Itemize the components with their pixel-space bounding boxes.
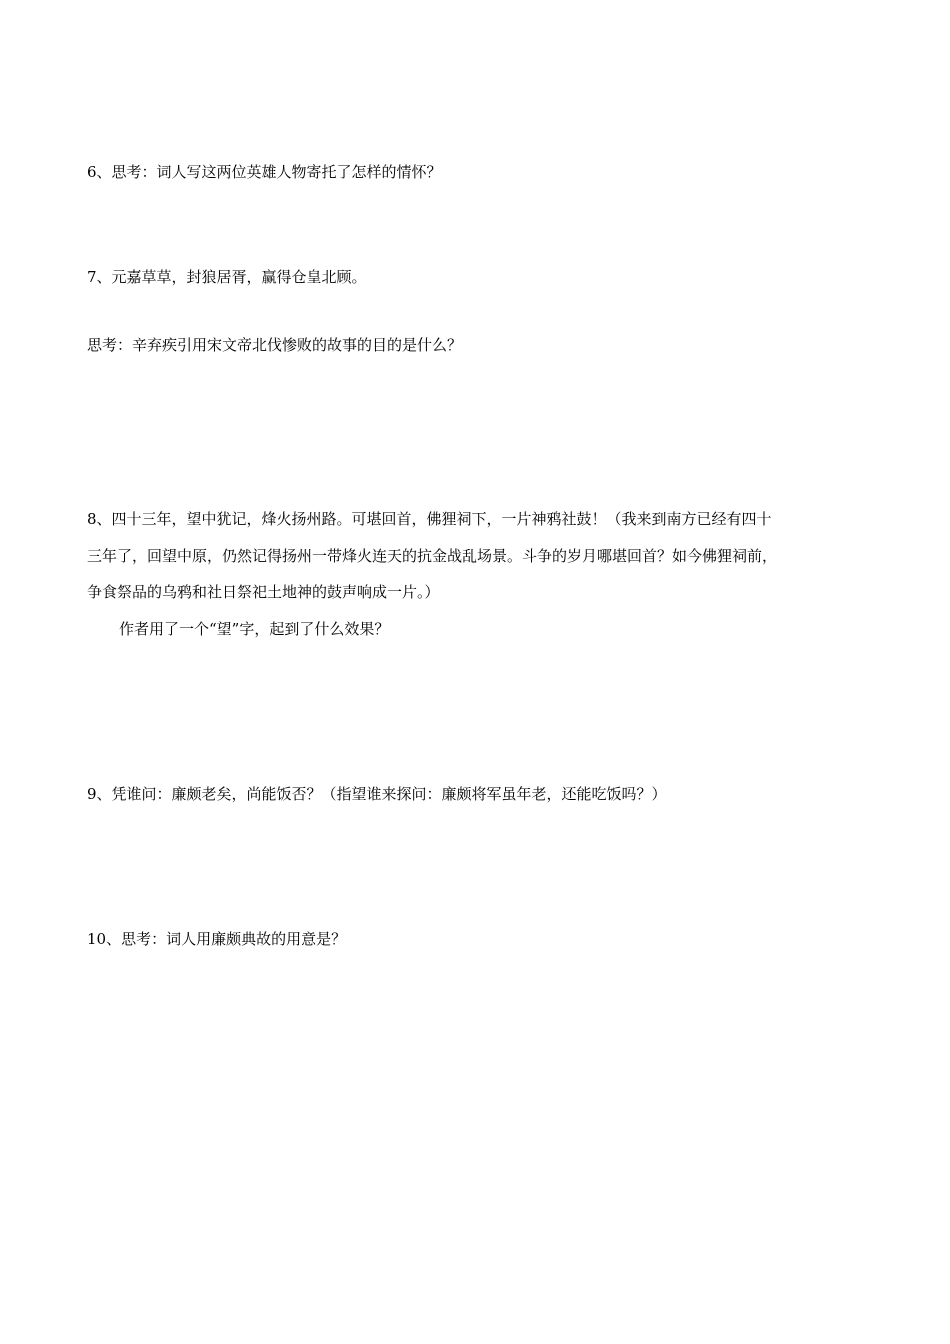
question-9: 9、凭谁问：廉颇老矣，尚能饭否？（指望谁来探问：廉颇将军虽年老，还能吃饭吗？） <box>87 785 667 803</box>
question-8-think: 作者用了一个“望”字，起到了什么效果？ <box>119 620 390 638</box>
question-10: 10、思考：词人用廉颇典故的用意是？ <box>87 930 347 948</box>
question-6: 6、思考：词人写这两位英雄人物寄托了怎样的情怀？ <box>87 163 442 181</box>
question-7-think: 思考：辛弃疾引用宋文帝北伐惨败的故事的目的是什么？ <box>87 336 463 354</box>
question-8-line-3: 争食祭品的乌鸦和社日祭祀土地神的鼓声响成一片。） <box>87 583 440 601</box>
question-8-line-2: 三年了，回望中原，仍然记得扬州一带烽火连天的抗金战乱场景。斗争的岁月哪堪回首？如今佛狸祠前， <box>87 547 778 565</box>
question-7: 7、元嘉草草，封狼居胥，赢得仓皇北顾。 <box>87 268 367 286</box>
question-8-line-1: 8、四十三年，望中犹记，烽火扬州路。可堪回首，佛狸祠下，一片神鸦社鼓！（我来到南方已经有四十 <box>87 510 772 528</box>
